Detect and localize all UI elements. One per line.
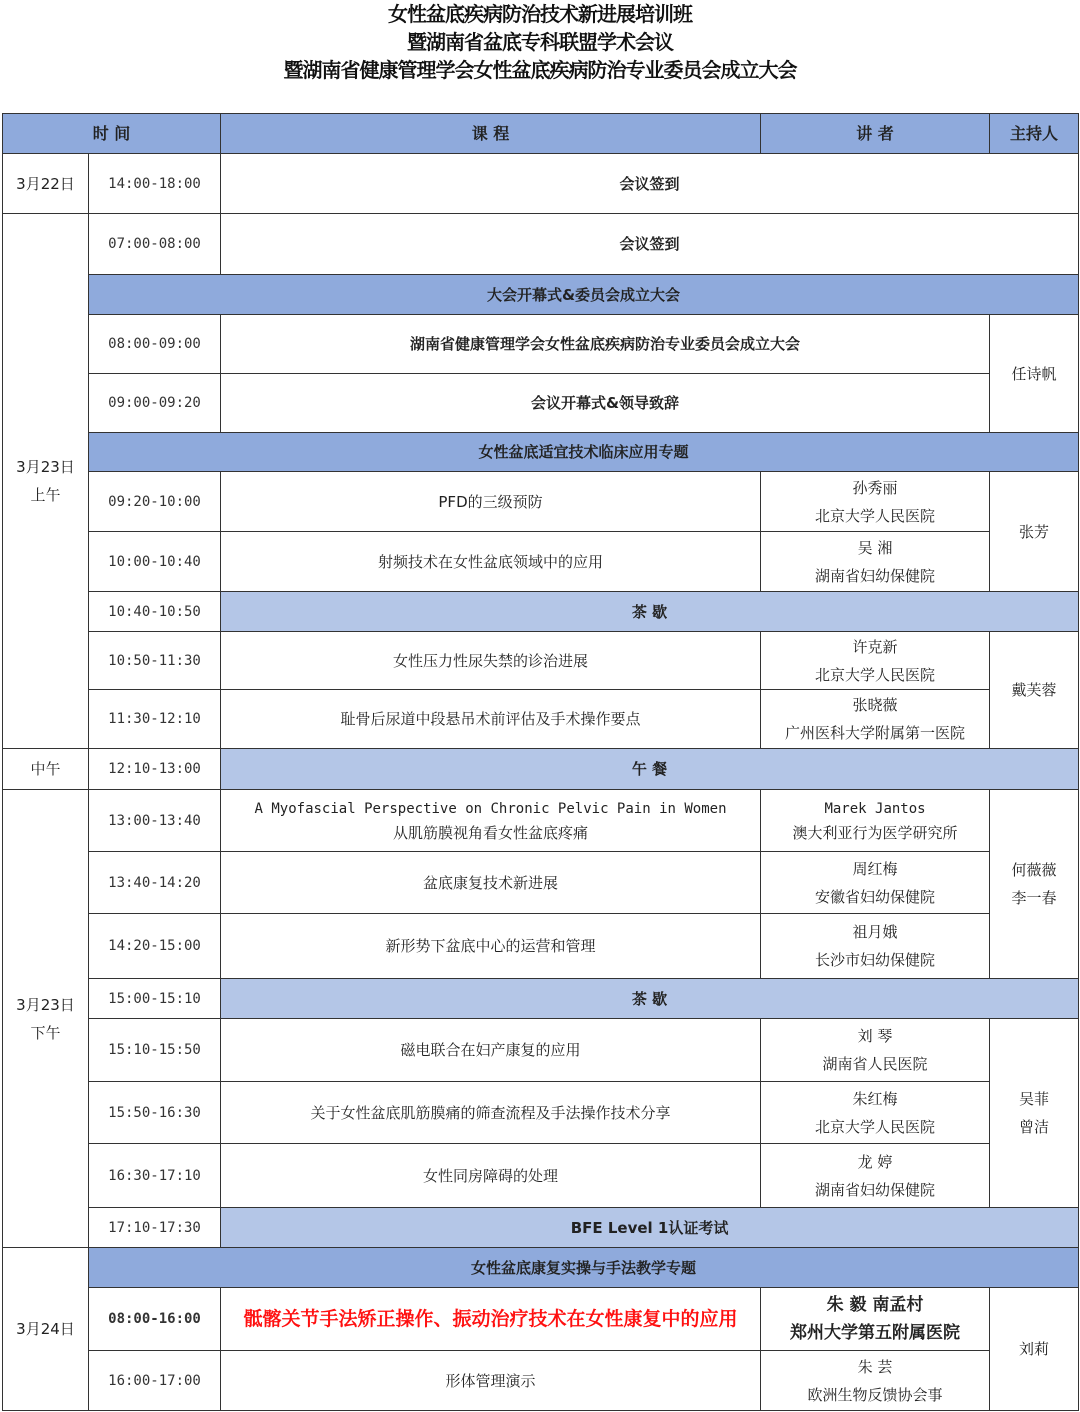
- time-cell: 10:50-11:30: [89, 632, 221, 690]
- schedule-table: [2, 113, 1079, 1411]
- course-cell: 会议签到: [221, 214, 1079, 275]
- table-row: [3, 154, 1079, 214]
- time-cell: 14:20-15:00: [89, 914, 221, 979]
- course-cell: 会议签到: [221, 154, 1079, 214]
- course-cell: 关于女性盆底肌筋膜痛的筛查流程及手法操作技术分享: [221, 1082, 761, 1144]
- section-band: 大会开幕式&委员会成立大会: [89, 275, 1079, 315]
- speaker-cell: [761, 914, 990, 979]
- host-cell: 戴芙蓉: [990, 632, 1079, 749]
- header-host: 主持人: [990, 114, 1079, 154]
- time-cell: 08:00-09:00: [89, 315, 221, 374]
- course-cell: 湖南省健康管理学会女性盆底疾病防治专业委员会成立大会: [221, 315, 990, 374]
- course-cell: 骶髂关节手法矫正操作、振动治疗技术在女性康复中的应用: [221, 1288, 761, 1351]
- header-course: 课 程: [221, 114, 761, 154]
- speaker-name: 朱 芸: [857, 1357, 893, 1376]
- time-cell: 12:10-13:00: [89, 749, 221, 790]
- date-cell: 3月24日: [3, 1248, 89, 1411]
- header-time: 时 间: [3, 114, 221, 154]
- exam-cell: BFE Level 1认证考试: [221, 1208, 1079, 1248]
- speaker-name: 刘 琴: [857, 1027, 893, 1045]
- time-cell: 09:20-10:00: [89, 472, 221, 532]
- speaker-name: Marek Jantos: [824, 800, 926, 817]
- table-row: [3, 532, 1079, 592]
- speaker-org: 广州医科大学附属第一医院: [785, 724, 966, 742]
- speaker-org: 安徽省妇幼保健院: [815, 887, 936, 906]
- section-band: 女性盆底康复实操与手法教学专题: [89, 1248, 1079, 1288]
- table-row: [3, 1208, 1079, 1248]
- table-row: [3, 374, 1079, 433]
- table-row: [3, 979, 1079, 1019]
- course-title-en: A Myofascial Perspective on Chronic Pelvic Pain in Women: [254, 800, 727, 817]
- speaker-cell: [761, 532, 990, 592]
- time-cell: 16:30-17:10: [89, 1144, 221, 1208]
- table-row: [3, 472, 1079, 532]
- speaker-cell: [761, 1288, 990, 1351]
- speaker-name: 孙秀丽: [852, 478, 898, 497]
- time-cell: 16:00-17:00: [89, 1351, 221, 1411]
- speaker-name: 龙 婷: [857, 1152, 893, 1171]
- time-cell: 15:00-15:10: [89, 979, 221, 1019]
- table-row: [3, 1248, 1079, 1288]
- speaker-cell: [761, 790, 990, 852]
- speaker-name: 张晓薇: [852, 696, 898, 714]
- speaker-org: 澳大利亚行为医学研究所: [792, 823, 958, 842]
- table-row: [3, 592, 1079, 632]
- speaker-org: 欧洲生物反馈协会事: [807, 1385, 943, 1404]
- course-cell: 磁电联合在妇产康复的应用: [221, 1019, 761, 1082]
- course-cell: 射频技术在女性盆底领域中的应用: [221, 532, 761, 592]
- speaker-name: 祖月娥: [852, 923, 898, 941]
- time-cell: 13:00-13:40: [89, 790, 221, 852]
- table-row: [3, 1082, 1079, 1144]
- speaker-cell: [761, 1082, 990, 1144]
- speaker-name: 许克新: [852, 637, 898, 656]
- lunch-cell: 午 餐: [221, 749, 1079, 790]
- speaker-org: 郑州大学第五附属医院: [790, 1323, 961, 1343]
- table-row: [3, 690, 1079, 749]
- title-line-1: 女性盆底疾病防治技术新进展培训班: [388, 2, 692, 26]
- table-row: [3, 1288, 1079, 1351]
- speaker-cell: [761, 632, 990, 690]
- host-cell: 吴菲 曾洁: [990, 1019, 1079, 1208]
- speaker-org: 湖南省妇幼保健院: [815, 566, 936, 585]
- course-cell: 女性同房障碍的处理: [221, 1144, 761, 1208]
- course-title-zh: 从肌筋膜视角看女性盆底疼痛: [393, 823, 589, 842]
- time-cell: 10:40-10:50: [89, 592, 221, 632]
- header-speaker: 讲 者: [761, 114, 990, 154]
- time-cell: 15:50-16:30: [89, 1082, 221, 1144]
- date-cell: 3月23日 上午: [3, 214, 89, 749]
- course-cell: 形体管理演示: [221, 1351, 761, 1411]
- table-row: [3, 790, 1079, 852]
- table-header: [3, 114, 1079, 154]
- speaker-name: 朱 毅 南孟村: [826, 1295, 924, 1315]
- time-cell: 07:00-08:00: [89, 214, 221, 275]
- host-cell: 任诗帆: [990, 315, 1079, 433]
- speaker-org: 北京大学人民医院: [815, 506, 936, 525]
- host-cell: 何薇薇 李一春: [990, 790, 1079, 979]
- course-cell: 会议开幕式&领导致辞: [221, 374, 990, 433]
- speaker-cell: [761, 690, 990, 749]
- speaker-cell: [761, 472, 990, 532]
- table-row: [3, 1019, 1079, 1082]
- host-cell: 张芳: [990, 472, 1079, 592]
- speaker-name: 朱红梅: [852, 1089, 898, 1108]
- speaker-cell: [761, 1019, 990, 1082]
- table-row: [3, 914, 1079, 979]
- time-cell: 13:40-14:20: [89, 852, 221, 914]
- speaker-cell: [761, 852, 990, 914]
- section-band: 女性盆底适宜技术临床应用专题: [89, 433, 1079, 472]
- time-cell: 10:00-10:40: [89, 532, 221, 592]
- table-row: [3, 315, 1079, 374]
- tea-break-cell: 茶 歇: [221, 592, 1079, 632]
- speaker-org: 北京大学人民医院: [815, 1117, 936, 1136]
- time-cell: 17:10-17:30: [89, 1208, 221, 1248]
- speaker-name: 吴 湘: [857, 538, 893, 557]
- course-cell: [221, 790, 761, 852]
- course-cell: 耻骨后尿道中段悬吊术前评估及手术操作要点: [221, 690, 761, 749]
- table-row: [3, 214, 1079, 275]
- time-cell: 11:30-12:10: [89, 690, 221, 749]
- time-cell: 14:00-18:00: [89, 154, 221, 214]
- speaker-org: 北京大学人民医院: [815, 665, 936, 684]
- date-cell: 3月23日 下午: [3, 790, 89, 1248]
- table-row: [3, 1144, 1079, 1208]
- course-cell: 盆底康复技术新进展: [221, 852, 761, 914]
- speaker-org: 长沙市妇幼保健院: [815, 951, 936, 969]
- host-cell: 刘莉: [990, 1288, 1079, 1411]
- table-row: [3, 632, 1079, 690]
- date-cell: 3月22日: [3, 154, 89, 214]
- title-line-2: 暨湖南省盆底专科联盟学术会议: [407, 30, 673, 54]
- tea-break-cell: 茶 歇: [221, 979, 1079, 1019]
- table-row: [3, 749, 1079, 790]
- date-cell: 中午: [3, 749, 89, 790]
- speaker-cell: [761, 1144, 990, 1208]
- speaker-org: 湖南省人民医院: [822, 1055, 928, 1073]
- time-cell: 15:10-15:50: [89, 1019, 221, 1082]
- title-line-3: 暨湖南省健康管理学会女性盆底疾病防治专业委员会成立大会: [283, 58, 797, 82]
- time-cell: 09:00-09:20: [89, 374, 221, 433]
- course-cell: PFD的三级预防: [221, 472, 761, 532]
- speaker-cell: [761, 1351, 990, 1411]
- course-cell: 女性压力性尿失禁的诊治进展: [221, 632, 761, 690]
- table-row: [3, 1351, 1079, 1411]
- course-cell: 新形势下盆底中心的运营和管理: [221, 914, 761, 979]
- speaker-name: 周红梅: [852, 859, 898, 878]
- table-row: [3, 852, 1079, 914]
- time-cell: 08:00-16:00: [89, 1288, 221, 1351]
- speaker-org: 湖南省妇幼保健院: [815, 1180, 936, 1199]
